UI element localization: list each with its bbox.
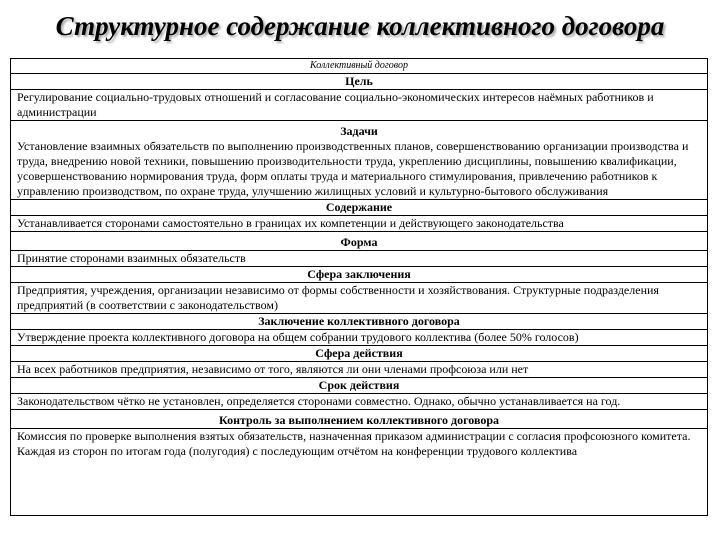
- section-text: Законодательством чётко не установлен, определяется сторонами совместно. Однако, обычно устанавливается на год.: [11, 393, 707, 410]
- document-header: Коллективный договор: [310, 60, 408, 71]
- section-heading: Сфера действия: [315, 346, 403, 360]
- section-text: Предприятия, учреждения, организации независимо от формы собственности и хозяйствования. Структурные подразделения предприятий (в соответствии с законодательством): [11, 282, 707, 314]
- section-text: Регулирование социально-трудовых отношений и согласование социально-экономических интересов наёмных работников и администрации: [11, 89, 707, 121]
- section-goal: [11, 74, 707, 121]
- section-tasks: [11, 124, 707, 200]
- section-text: Принятие сторонами взаимных обязательств: [11, 250, 707, 267]
- section-text: Устанавливается сторонами самостоятельно в границах их компетенции и действующего законодательства: [11, 215, 707, 232]
- document-body: [11, 73, 707, 515]
- section-heading: Сфера заключения: [307, 267, 411, 281]
- section-heading: Содержание: [325, 200, 393, 214]
- section-heading: Цель: [345, 74, 373, 88]
- section-heading: Задачи: [340, 124, 378, 138]
- section-heading: Форма: [340, 235, 378, 249]
- section-text: Утверждение проекта коллективного договора на общем собрании трудового коллектива (более 50% голосов): [11, 329, 707, 346]
- section-control: [11, 413, 707, 459]
- section-heading: Заключение коллективного договора: [258, 314, 460, 328]
- section-scope: [11, 267, 707, 314]
- section-applicability: [11, 346, 707, 378]
- section-form: [11, 235, 707, 267]
- section-text: На всех работников предприятия, независимо от того, являются ли они членами профсоюза или нет: [11, 361, 707, 378]
- section-heading: Контроль за выполнением коллективного договора: [218, 413, 500, 427]
- page-title: Структурное содержание коллективного договора: [55, 11, 665, 41]
- section-text: Установление взаимных обязательств по выполнению производственных планов, совершенствованию организации производства и труда, внедрению новой техники, повышению производительности труда, укреплению дисциплины, повышению квалификации, усовершенствованию нормирования труда, форм оплаты труда и материального стимулирования, привлечению работников к управлению производством, по охране труда, улучшению жилищных условий и культурно-бытового обслуживания: [11, 139, 707, 200]
- section-text: Комиссия по проверке выполнения взятых обязательств, назначенная приказом администрации с согласия профсоюзного комитета. Каждая из сторон по итогам года (полугодия) с последующим отчётом на конференции трудового коллектива: [11, 428, 707, 459]
- section-heading: Срок действия: [318, 378, 400, 392]
- section-content: [11, 200, 707, 232]
- section-term: [11, 378, 707, 410]
- document-frame: [10, 58, 708, 516]
- section-conclusion: [11, 314, 707, 346]
